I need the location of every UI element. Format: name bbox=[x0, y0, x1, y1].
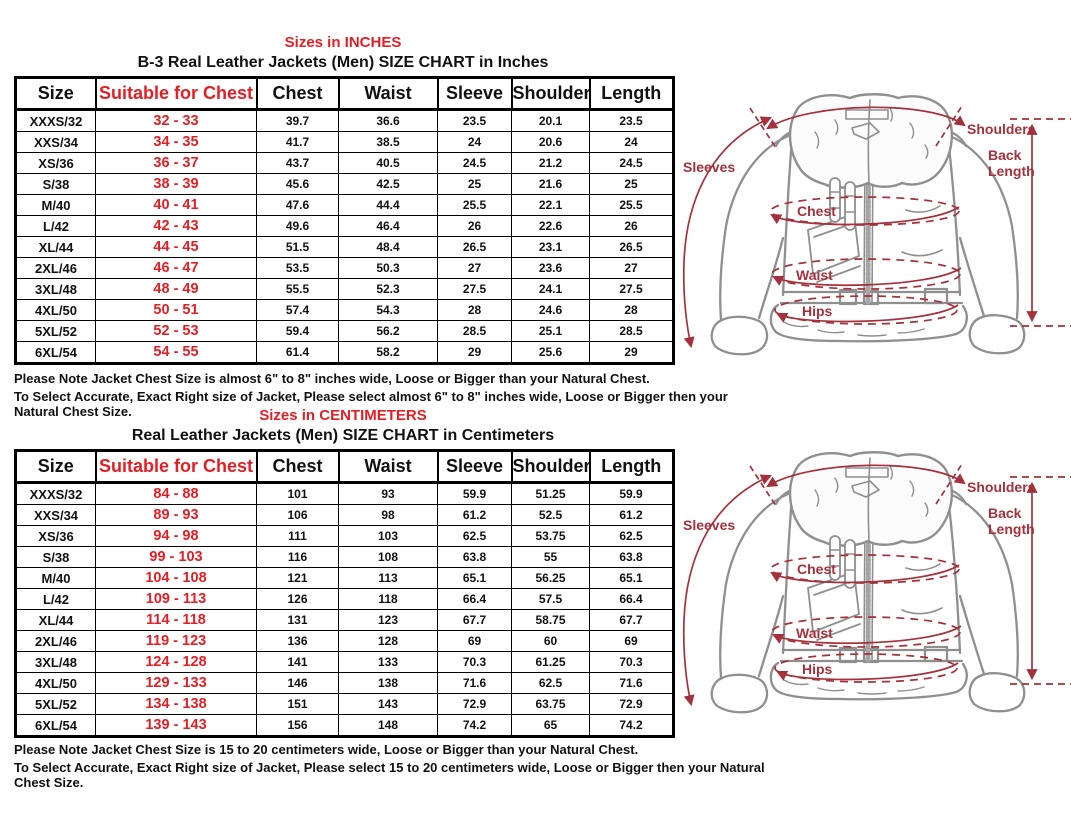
measurement-cell: 22.1 bbox=[512, 195, 590, 216]
column-header-sleeve: Sleeve bbox=[438, 78, 512, 110]
measurement-cell: 46.4 bbox=[339, 216, 438, 237]
measurement-cell: 36.6 bbox=[339, 110, 438, 132]
measurement-cell: 74.2 bbox=[590, 715, 674, 737]
measurement-cell: 59.9 bbox=[438, 483, 512, 505]
column-header-shoulder: Shoulder bbox=[512, 451, 590, 483]
measurement-cell: 57.4 bbox=[257, 300, 339, 321]
table-row bbox=[16, 237, 674, 258]
measurement-cell: 51.25 bbox=[512, 483, 590, 505]
column-header-chest: Chest bbox=[257, 78, 339, 110]
table-title-inches: B-3 Real Leather Jackets (Men) SIZE CHART in Inches bbox=[137, 54, 549, 71]
note-inches-2: To Select Accurate, Exact Right size of Jacket, Please select almost 6" to 8" inches wide, Loose or Bigger then your Natural Chest Size. bbox=[14, 389, 728, 419]
measurement-cell: 133 bbox=[339, 652, 438, 673]
measurement-cell: 29 bbox=[438, 342, 512, 364]
measurement-cell: 98 bbox=[339, 505, 438, 526]
measurement-cell: 41.7 bbox=[257, 132, 339, 153]
size-cell: 2XL/46 bbox=[16, 258, 96, 279]
table-row bbox=[16, 505, 674, 526]
measurement-cell: 69 bbox=[438, 631, 512, 652]
measurement-cell: 57.5 bbox=[512, 589, 590, 610]
column-header-chest: Chest bbox=[257, 451, 339, 483]
measurement-cell: 26.5 bbox=[438, 237, 512, 258]
measurement-cell: 136 bbox=[257, 631, 339, 652]
measurement-cell: 65.1 bbox=[438, 568, 512, 589]
table-row bbox=[16, 483, 674, 505]
size-cell: 3XL/48 bbox=[16, 279, 96, 300]
column-header-length: Length bbox=[590, 78, 674, 110]
measurement-cell: 49.6 bbox=[257, 216, 339, 237]
column-header-size: Size bbox=[16, 451, 96, 483]
table-title-centimeters: Real Leather Jackets (Men) SIZE CHART in Centimeters bbox=[131, 427, 555, 444]
suitable-for-chest-cell: 36 - 37 bbox=[96, 153, 257, 174]
measurement-cell: 121 bbox=[257, 568, 339, 589]
column-header-waist: Waist bbox=[339, 78, 438, 110]
suitable-for-chest-cell: 99 - 103 bbox=[96, 547, 257, 568]
size-cell: 6XL/54 bbox=[16, 715, 96, 737]
measurement-cell: 156 bbox=[257, 715, 339, 737]
measurement-cell: 65.1 bbox=[590, 568, 674, 589]
size-cell: XXS/34 bbox=[16, 132, 96, 153]
measurement-cell: 128 bbox=[339, 631, 438, 652]
suitable-for-chest-cell: 104 - 108 bbox=[96, 568, 257, 589]
size-cell: 5XL/52 bbox=[16, 694, 96, 715]
measurement-cell: 25 bbox=[590, 174, 674, 195]
measurement-cell: 72.9 bbox=[590, 694, 674, 715]
size-cell: M/40 bbox=[16, 195, 96, 216]
table-row bbox=[16, 132, 674, 153]
measurement-cell: 27 bbox=[438, 258, 512, 279]
measurement-cell: 151 bbox=[257, 694, 339, 715]
measurement-cell: 113 bbox=[339, 568, 438, 589]
note-centimeters-1: Please Note Jacket Chest Size is 15 to 20 centimeters wide, Loose or Bigger than your Natural Chest. bbox=[14, 742, 639, 757]
measurement-cell: 27 bbox=[590, 258, 674, 279]
table-row bbox=[16, 610, 674, 631]
table-row bbox=[16, 694, 674, 715]
size-cell: L/42 bbox=[16, 216, 96, 237]
measurement-cell: 52.5 bbox=[512, 505, 590, 526]
measurement-cell: 146 bbox=[257, 673, 339, 694]
measurement-cell: 40.5 bbox=[339, 153, 438, 174]
table-row bbox=[16, 258, 674, 279]
measurement-cell: 45.6 bbox=[257, 174, 339, 195]
size-cell: XS/36 bbox=[16, 153, 96, 174]
jacket-measurement-diagram-centimeters bbox=[680, 448, 1071, 743]
measurement-cell: 71.6 bbox=[590, 673, 674, 694]
measurement-cell: 24.5 bbox=[438, 153, 512, 174]
measurement-cell: 54.3 bbox=[339, 300, 438, 321]
measurement-cell: 131 bbox=[257, 610, 339, 631]
table-row bbox=[16, 652, 674, 673]
size-cell: M/40 bbox=[16, 568, 96, 589]
suitable-for-chest-cell: 48 - 49 bbox=[96, 279, 257, 300]
measurement-cell: 26.5 bbox=[590, 237, 674, 258]
size-cell: 4XL/50 bbox=[16, 300, 96, 321]
table-row bbox=[16, 673, 674, 694]
measurement-cell: 143 bbox=[339, 694, 438, 715]
table-row bbox=[16, 589, 674, 610]
measurement-cell: 106 bbox=[257, 505, 339, 526]
measurement-cell: 24 bbox=[590, 132, 674, 153]
measurement-cell: 103 bbox=[339, 526, 438, 547]
measurement-cell: 59.4 bbox=[257, 321, 339, 342]
suitable-for-chest-cell: 84 - 88 bbox=[96, 483, 257, 505]
suitable-for-chest-cell: 32 - 33 bbox=[96, 110, 257, 132]
measurement-cell: 67.7 bbox=[590, 610, 674, 631]
suitable-for-chest-cell: 94 - 98 bbox=[96, 526, 257, 547]
measurement-cell: 123 bbox=[339, 610, 438, 631]
size-cell: S/38 bbox=[16, 174, 96, 195]
measurement-cell: 138 bbox=[339, 673, 438, 694]
measurement-cell: 63.75 bbox=[512, 694, 590, 715]
measurement-cell: 58.75 bbox=[512, 610, 590, 631]
suitable-for-chest-cell: 89 - 93 bbox=[96, 505, 257, 526]
measurement-cell: 52.3 bbox=[339, 279, 438, 300]
measurement-cell: 27.5 bbox=[438, 279, 512, 300]
measurement-cell: 65 bbox=[512, 715, 590, 737]
measurement-cell: 111 bbox=[257, 526, 339, 547]
table-row bbox=[16, 153, 674, 174]
size-table-inches bbox=[14, 76, 675, 365]
note-inches-1: Please Note Jacket Chest Size is almost 6" to 8" inches wide, Loose or Bigger than your Natural Chest. bbox=[14, 371, 650, 386]
measurement-cell: 101 bbox=[257, 483, 339, 505]
column-header-suitable-for-chest: Suitable for Chest bbox=[96, 78, 257, 110]
suitable-for-chest-cell: 42 - 43 bbox=[96, 216, 257, 237]
measurement-cell: 62.5 bbox=[438, 526, 512, 547]
table-row bbox=[16, 342, 674, 364]
measurement-cell: 66.4 bbox=[438, 589, 512, 610]
measurement-cell: 25.1 bbox=[512, 321, 590, 342]
measurement-cell: 74.2 bbox=[438, 715, 512, 737]
measurement-cell: 20.1 bbox=[512, 110, 590, 132]
measurement-cell: 25 bbox=[438, 174, 512, 195]
suitable-for-chest-cell: 38 - 39 bbox=[96, 174, 257, 195]
suitable-for-chest-cell: 139 - 143 bbox=[96, 715, 257, 737]
measurement-cell: 53.5 bbox=[257, 258, 339, 279]
table-row bbox=[16, 300, 674, 321]
column-header-suitable-for-chest: Suitable for Chest bbox=[96, 451, 257, 483]
header-row bbox=[16, 78, 674, 110]
measurement-cell: 25.5 bbox=[438, 195, 512, 216]
measurement-cell: 25.6 bbox=[512, 342, 590, 364]
size-cell: XXXS/32 bbox=[16, 110, 96, 132]
header-row bbox=[16, 451, 674, 483]
measurement-cell: 108 bbox=[339, 547, 438, 568]
measurement-cell: 50.3 bbox=[339, 258, 438, 279]
measurement-cell: 55.5 bbox=[257, 279, 339, 300]
measurement-cell: 51.5 bbox=[257, 237, 339, 258]
measurement-cell: 63.8 bbox=[438, 547, 512, 568]
measurement-cell: 28 bbox=[438, 300, 512, 321]
suitable-for-chest-cell: 50 - 51 bbox=[96, 300, 257, 321]
measurement-cell: 69 bbox=[590, 631, 674, 652]
column-header-waist: Waist bbox=[339, 451, 438, 483]
measurement-cell: 38.5 bbox=[339, 132, 438, 153]
measurement-cell: 29 bbox=[590, 342, 674, 364]
table-row bbox=[16, 195, 674, 216]
measurement-cell: 61.4 bbox=[257, 342, 339, 364]
size-cell: XXXS/32 bbox=[16, 483, 96, 505]
suitable-for-chest-cell: 119 - 123 bbox=[96, 631, 257, 652]
measurement-cell: 28.5 bbox=[438, 321, 512, 342]
note-centimeters-2: To Select Accurate, Exact Right size of Jacket, Please select 15 to 20 centimeters wide, Loose or Bigger then your Natural Chest Size. bbox=[14, 760, 765, 790]
measurement-cell: 60 bbox=[512, 631, 590, 652]
measurement-cell: 148 bbox=[339, 715, 438, 737]
column-header-size: Size bbox=[16, 78, 96, 110]
measurement-cell: 62.5 bbox=[512, 673, 590, 694]
measurement-cell: 43.7 bbox=[257, 153, 339, 174]
measurement-cell: 70.3 bbox=[590, 652, 674, 673]
measurement-cell: 93 bbox=[339, 483, 438, 505]
suitable-for-chest-cell: 109 - 113 bbox=[96, 589, 257, 610]
size-cell: 4XL/50 bbox=[16, 673, 96, 694]
measurement-cell: 56.2 bbox=[339, 321, 438, 342]
suitable-for-chest-cell: 129 - 133 bbox=[96, 673, 257, 694]
measurement-cell: 58.2 bbox=[339, 342, 438, 364]
suitable-for-chest-cell: 124 - 128 bbox=[96, 652, 257, 673]
measurement-cell: 21.6 bbox=[512, 174, 590, 195]
measurement-cell: 55 bbox=[512, 547, 590, 568]
measurement-cell: 23.6 bbox=[512, 258, 590, 279]
suitable-for-chest-cell: 134 - 138 bbox=[96, 694, 257, 715]
size-table-centimeters bbox=[14, 449, 675, 738]
measurement-cell: 23.1 bbox=[512, 237, 590, 258]
measurement-cell: 141 bbox=[257, 652, 339, 673]
measurement-cell: 116 bbox=[257, 547, 339, 568]
measurement-cell: 23.5 bbox=[590, 110, 674, 132]
suitable-for-chest-cell: 34 - 35 bbox=[96, 132, 257, 153]
table-row bbox=[16, 526, 674, 547]
measurement-cell: 118 bbox=[339, 589, 438, 610]
suitable-for-chest-cell: 114 - 118 bbox=[96, 610, 257, 631]
measurement-cell: 20.6 bbox=[512, 132, 590, 153]
jacket-measurement-diagram-inches bbox=[680, 90, 1071, 385]
measurement-cell: 67.7 bbox=[438, 610, 512, 631]
measurement-cell: 70.3 bbox=[438, 652, 512, 673]
measurement-cell: 62.5 bbox=[590, 526, 674, 547]
measurement-cell: 24 bbox=[438, 132, 512, 153]
measurement-cell: 24.6 bbox=[512, 300, 590, 321]
measurement-cell: 61.2 bbox=[438, 505, 512, 526]
measurement-cell: 26 bbox=[438, 216, 512, 237]
table-row bbox=[16, 547, 674, 568]
size-cell: 5XL/52 bbox=[16, 321, 96, 342]
measurement-cell: 22.6 bbox=[512, 216, 590, 237]
measurement-cell: 28 bbox=[590, 300, 674, 321]
size-cell: 6XL/54 bbox=[16, 342, 96, 364]
measurement-cell: 71.6 bbox=[438, 673, 512, 694]
table-row bbox=[16, 279, 674, 300]
measurement-cell: 72.9 bbox=[438, 694, 512, 715]
column-header-shoulder: Shoulder bbox=[512, 78, 590, 110]
section-heading-inches: Sizes in INCHES bbox=[284, 34, 402, 51]
measurement-cell: 56.25 bbox=[512, 568, 590, 589]
measurement-cell: 27.5 bbox=[590, 279, 674, 300]
measurement-cell: 63.8 bbox=[590, 547, 674, 568]
suitable-for-chest-cell: 46 - 47 bbox=[96, 258, 257, 279]
size-cell: XXS/34 bbox=[16, 505, 96, 526]
measurement-cell: 24.5 bbox=[590, 153, 674, 174]
measurement-cell: 126 bbox=[257, 589, 339, 610]
table-row bbox=[16, 715, 674, 737]
suitable-for-chest-cell: 44 - 45 bbox=[96, 237, 257, 258]
suitable-for-chest-cell: 54 - 55 bbox=[96, 342, 257, 364]
table-row bbox=[16, 110, 674, 132]
measurement-cell: 28.5 bbox=[590, 321, 674, 342]
size-cell: XS/36 bbox=[16, 526, 96, 547]
measurement-cell: 44.4 bbox=[339, 195, 438, 216]
measurement-cell: 23.5 bbox=[438, 110, 512, 132]
measurement-cell: 21.2 bbox=[512, 153, 590, 174]
size-cell: 2XL/46 bbox=[16, 631, 96, 652]
suitable-for-chest-cell: 52 - 53 bbox=[96, 321, 257, 342]
column-header-sleeve: Sleeve bbox=[438, 451, 512, 483]
measurement-cell: 47.6 bbox=[257, 195, 339, 216]
measurement-cell: 48.4 bbox=[339, 237, 438, 258]
measurement-cell: 26 bbox=[590, 216, 674, 237]
size-cell: 3XL/48 bbox=[16, 652, 96, 673]
size-cell: S/38 bbox=[16, 547, 96, 568]
column-header-length: Length bbox=[590, 451, 674, 483]
table-row bbox=[16, 174, 674, 195]
measurement-cell: 61.25 bbox=[512, 652, 590, 673]
measurement-cell: 59.9 bbox=[590, 483, 674, 505]
size-cell: XL/44 bbox=[16, 237, 96, 258]
measurement-cell: 42.5 bbox=[339, 174, 438, 195]
measurement-cell: 61.2 bbox=[590, 505, 674, 526]
measurement-cell: 53.75 bbox=[512, 526, 590, 547]
table-row bbox=[16, 631, 674, 652]
measurement-cell: 66.4 bbox=[590, 589, 674, 610]
measurement-cell: 39.7 bbox=[257, 110, 339, 132]
measurement-cell: 24.1 bbox=[512, 279, 590, 300]
measurement-cell: 25.5 bbox=[590, 195, 674, 216]
table-row bbox=[16, 216, 674, 237]
suitable-for-chest-cell: 40 - 41 bbox=[96, 195, 257, 216]
table-row bbox=[16, 568, 674, 589]
section-heading-centimeters: Sizes in CENTIMETERS bbox=[259, 407, 427, 424]
size-cell: L/42 bbox=[16, 589, 96, 610]
size-cell: XL/44 bbox=[16, 610, 96, 631]
table-row bbox=[16, 321, 674, 342]
